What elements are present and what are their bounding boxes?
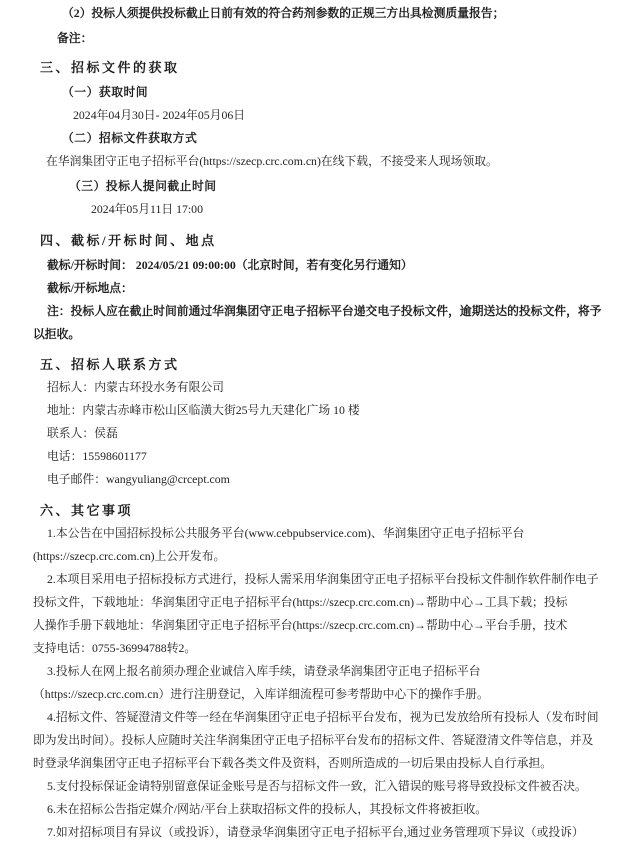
other-item4-line1: 4.招标文件、答疑澄清文件等一经在华润集团守正电子招标平台发布，视为已发放给所有投标人（发布时间 [47, 710, 599, 724]
section6-heading: 六、其它事项 [40, 503, 134, 518]
section4-heading: 四、截标/开标时间、地点 [40, 233, 217, 248]
section3-sub1-heading: （一）获取时间 [62, 85, 149, 99]
other-item4-line2: 即为发出时间）。投标人应随时关注华润集团守正电子招标平台发布的招标文件、答疑澄清文件等信息，并及 [33, 733, 594, 747]
closing-time: 截标/开标时间： 2024/05/21 09:00:00（北京时间，若有变化另行通知） [47, 258, 413, 272]
question-deadline: 2024年05月11日 17:00 [91, 202, 203, 216]
other-item7: 7.如对招标项目有异议（或投诉），请登录华润集团守正电子招标平台,通过业务管理项下异议（或投诉） [47, 825, 584, 839]
other-item2-line1: 2.本项目采用电子招标投标方式进行，投标人需采用华润集团守正电子招标平台投标文件制作软件制作电子 [47, 572, 599, 586]
other-item2-line4: 支持电话：0755-36994788转2。 [33, 641, 197, 655]
tenderee-address: 地址：内蒙古赤峰市松山区临潢大街25号九天建化广场 10 楼 [47, 403, 360, 417]
other-item1-line1: 1.本公告在中国招标投标公共服务平台(www.cebpubservice.com)、华润集团守正电子招标平台 [47, 526, 525, 540]
contact-email: 电子邮件：wangyuliang@crcept.com [47, 472, 230, 486]
other-item4-line3: 时登录华润集团守正电子招标平台下载各类文件及资料，否则所造成的一切后果由投标人自行承担。 [33, 756, 553, 770]
contact-phone: 电话：15598601177 [47, 449, 147, 463]
other-item2-line2: 投标文件，下载地址：华润集团守正电子招标平台(https://szecp.crc.com.cn)→帮助中心→工具下载；投标 [33, 595, 568, 609]
other-item1-line2: (https://szecp.crc.com.cn)上公开发布。 [33, 549, 226, 563]
section3-heading: 三、招标文件的获取 [40, 60, 180, 75]
acquisition-period: 2024年04月30日- 2024年05月06日 [73, 108, 246, 122]
acquisition-method: 在华润集团守正电子招标平台(https://szecp.crc.com.cn)在线下载，不接受来人现场领取。 [46, 154, 498, 168]
clause-2-text: （2）投标人须提供投标截止日前有效的符合药剂参数的正规三方出具检测质量报告； [62, 6, 505, 20]
contact-person: 联系人：侯磊 [47, 426, 118, 440]
other-item5: 5.支付投标保证金请特别留意保证金账号是否与招标文件一致，汇入错误的账号将导致投标文件被否决。 [47, 779, 587, 793]
tenderee-name: 招标人：内蒙古环投水务有限公司 [47, 380, 224, 394]
remark-label: 备注： [57, 31, 93, 45]
other-item2-line3: 人操作手册下载地址：华润集团守正电子招标平台(https://szecp.crc.com.cn)→帮助中心→平台手册，技术 [33, 618, 568, 632]
section3-sub3-heading: （三）投标人提问截止时间 [69, 179, 217, 193]
section5-heading: 五、招标人联系方式 [40, 357, 180, 372]
other-item6: 6.未在招标公告指定媒介/网站/平台上获取招标文件的投标人，其投标文件将被拒收。 [47, 802, 488, 816]
other-item3-line1: 3.投标人在网上报名前须办理企业诚信入库手续，请登录华润集团守正电子招标平台 [47, 664, 481, 678]
closing-note-line1: 注：投标人应在截止时间前通过华润集团守正电子招标平台递交电子投标文件，逾期送达的投标文件，将予 [47, 304, 602, 318]
closing-note-line2: 以拒收。 [33, 327, 81, 341]
other-item3-line2: （https://szecp.crc.com.cn）进行注册登记，入库详细流程可参考帮助中心下的操作手册。 [33, 687, 489, 701]
section3-sub2-heading: （二）招标文件获取方式 [62, 131, 198, 145]
closing-place: 截标/开标地点： [47, 281, 133, 295]
